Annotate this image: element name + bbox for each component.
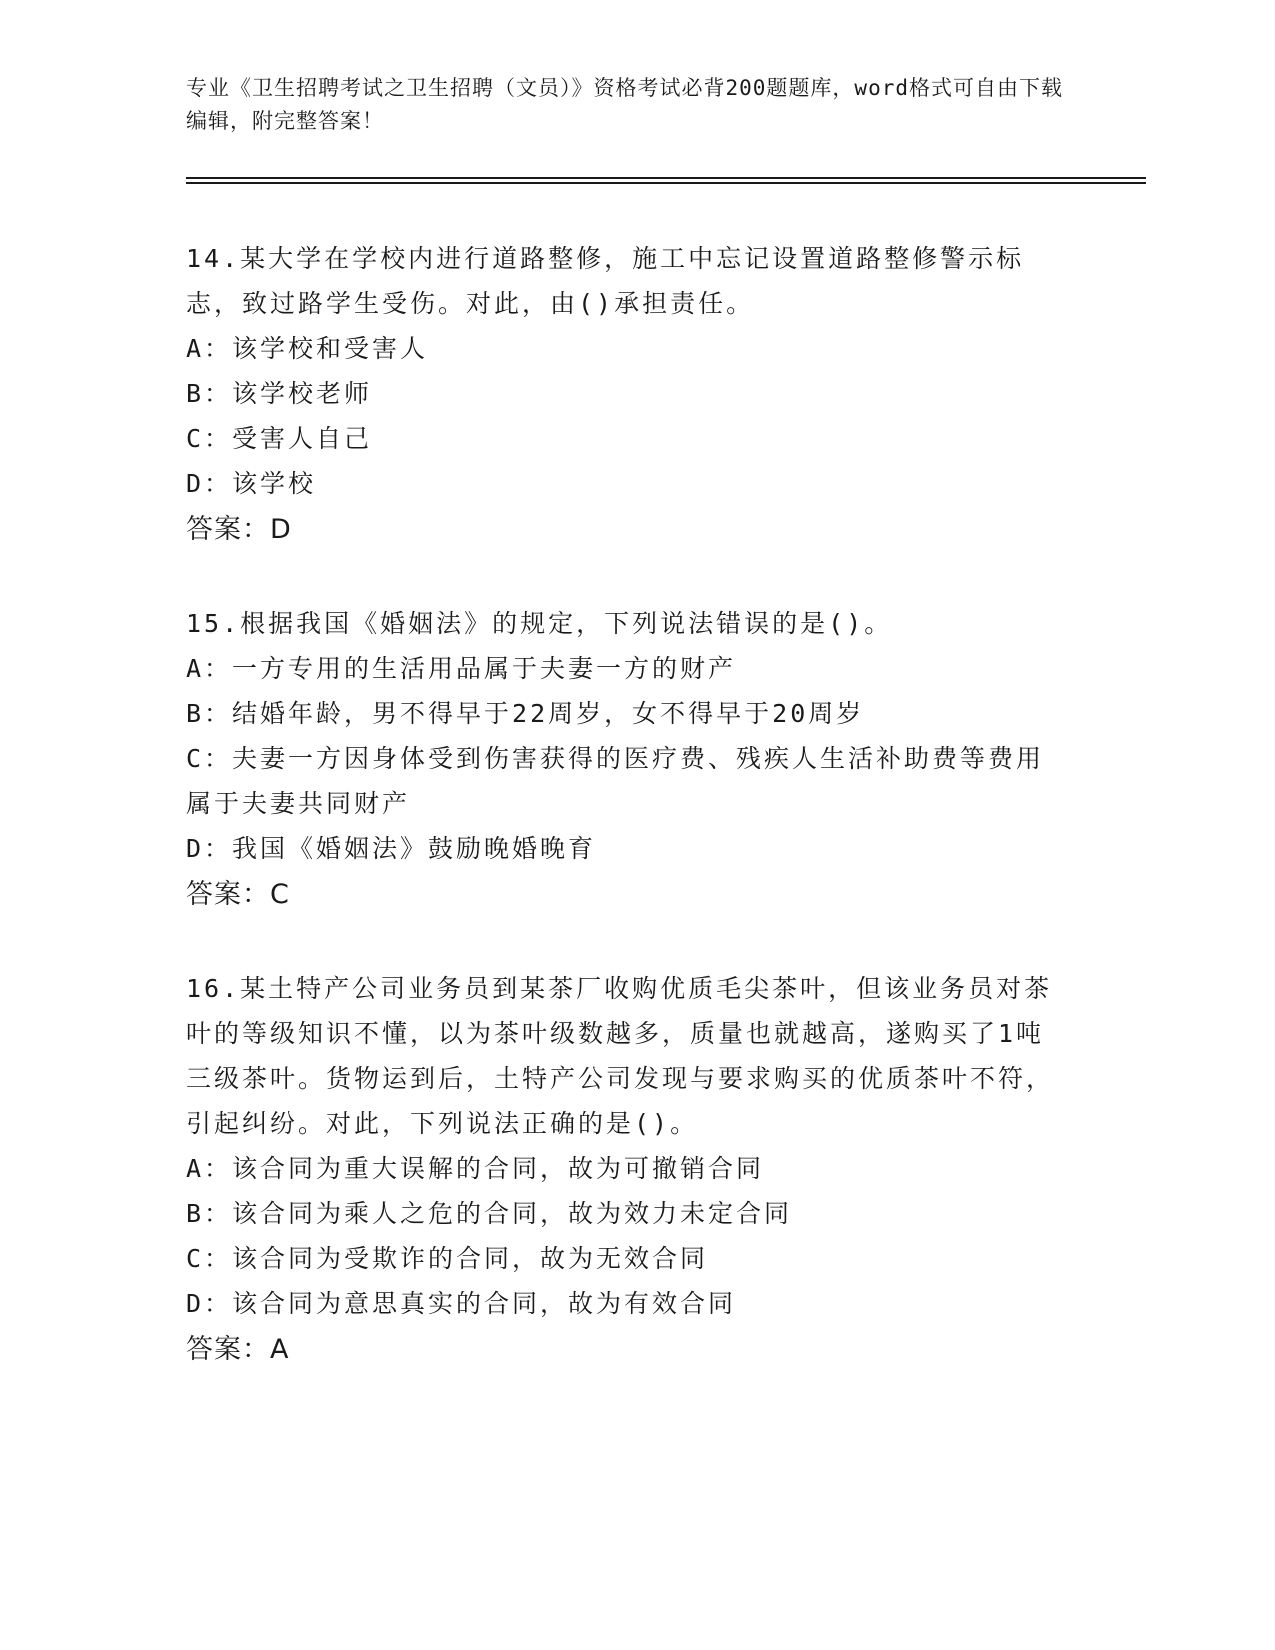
question-14 — [186, 236, 1066, 553]
header-divider-top — [186, 177, 1146, 179]
question-stem: 16.某土特产公司业务员到某茶厂收购优质毛尖茶叶，但该业务员对茶叶的等级知识不懂，以为茶叶级数越多，质量也就越高，遂购买了1吨三级茶叶。货物运到后，土特产公司发现与要求购买的优质茶叶不符，引起纠纷。对此，下列说法正确的是()。 — [186, 974, 1055, 1138]
question-list — [186, 236, 1066, 1421]
option-a: A：该学校和受害人 — [186, 334, 429, 363]
option-c: C：夫妻一方因身体受到伤害获得的医疗费、残疾人生活补助费等费用属于夫妻共同财产 — [186, 744, 1045, 818]
option-d: D：我国《婚姻法》鼓励晚婚晚育 — [186, 834, 597, 863]
option-c: C：受害人自己 — [186, 424, 373, 453]
question-16 — [186, 966, 1066, 1373]
option-b: B：结婚年龄，男不得早于22周岁，女不得早于20周岁 — [186, 699, 865, 728]
question-stem: 14.某大学在学校内进行道路整修，施工中忘记设置道路整修警示标志，致过路学生受伤。对此，由()承担责任。 — [186, 244, 1025, 318]
header-divider-bottom — [186, 182, 1146, 184]
option-a: A：该合同为重大误解的合同，故为可撤销合同 — [186, 1154, 765, 1183]
document-header: 专业《卫生招聘考试之卫生招聘（文员）》资格考试必背200题题库，word格式可自由下载编辑，附完整答案！ — [186, 76, 1063, 133]
option-b: B：该学校老师 — [186, 379, 373, 408]
answer-label: 答案：A — [186, 1334, 290, 1365]
question-15 — [186, 601, 1066, 918]
answer-label: 答案：C — [186, 879, 290, 910]
option-b: B：该合同为乘人之危的合同，故为效力未定合同 — [186, 1199, 793, 1228]
option-a: A：一方专用的生活用品属于夫妻一方的财产 — [186, 654, 737, 683]
question-stem: 15.根据我国《婚姻法》的规定，下列说法错误的是()。 — [186, 609, 893, 638]
answer-label: 答案：D — [186, 514, 292, 545]
option-c: C：该合同为受欺诈的合同，故为无效合同 — [186, 1244, 709, 1273]
option-d: D：该合同为意思真实的合同，故为有效合同 — [186, 1289, 737, 1318]
option-d: D：该学校 — [186, 469, 317, 498]
